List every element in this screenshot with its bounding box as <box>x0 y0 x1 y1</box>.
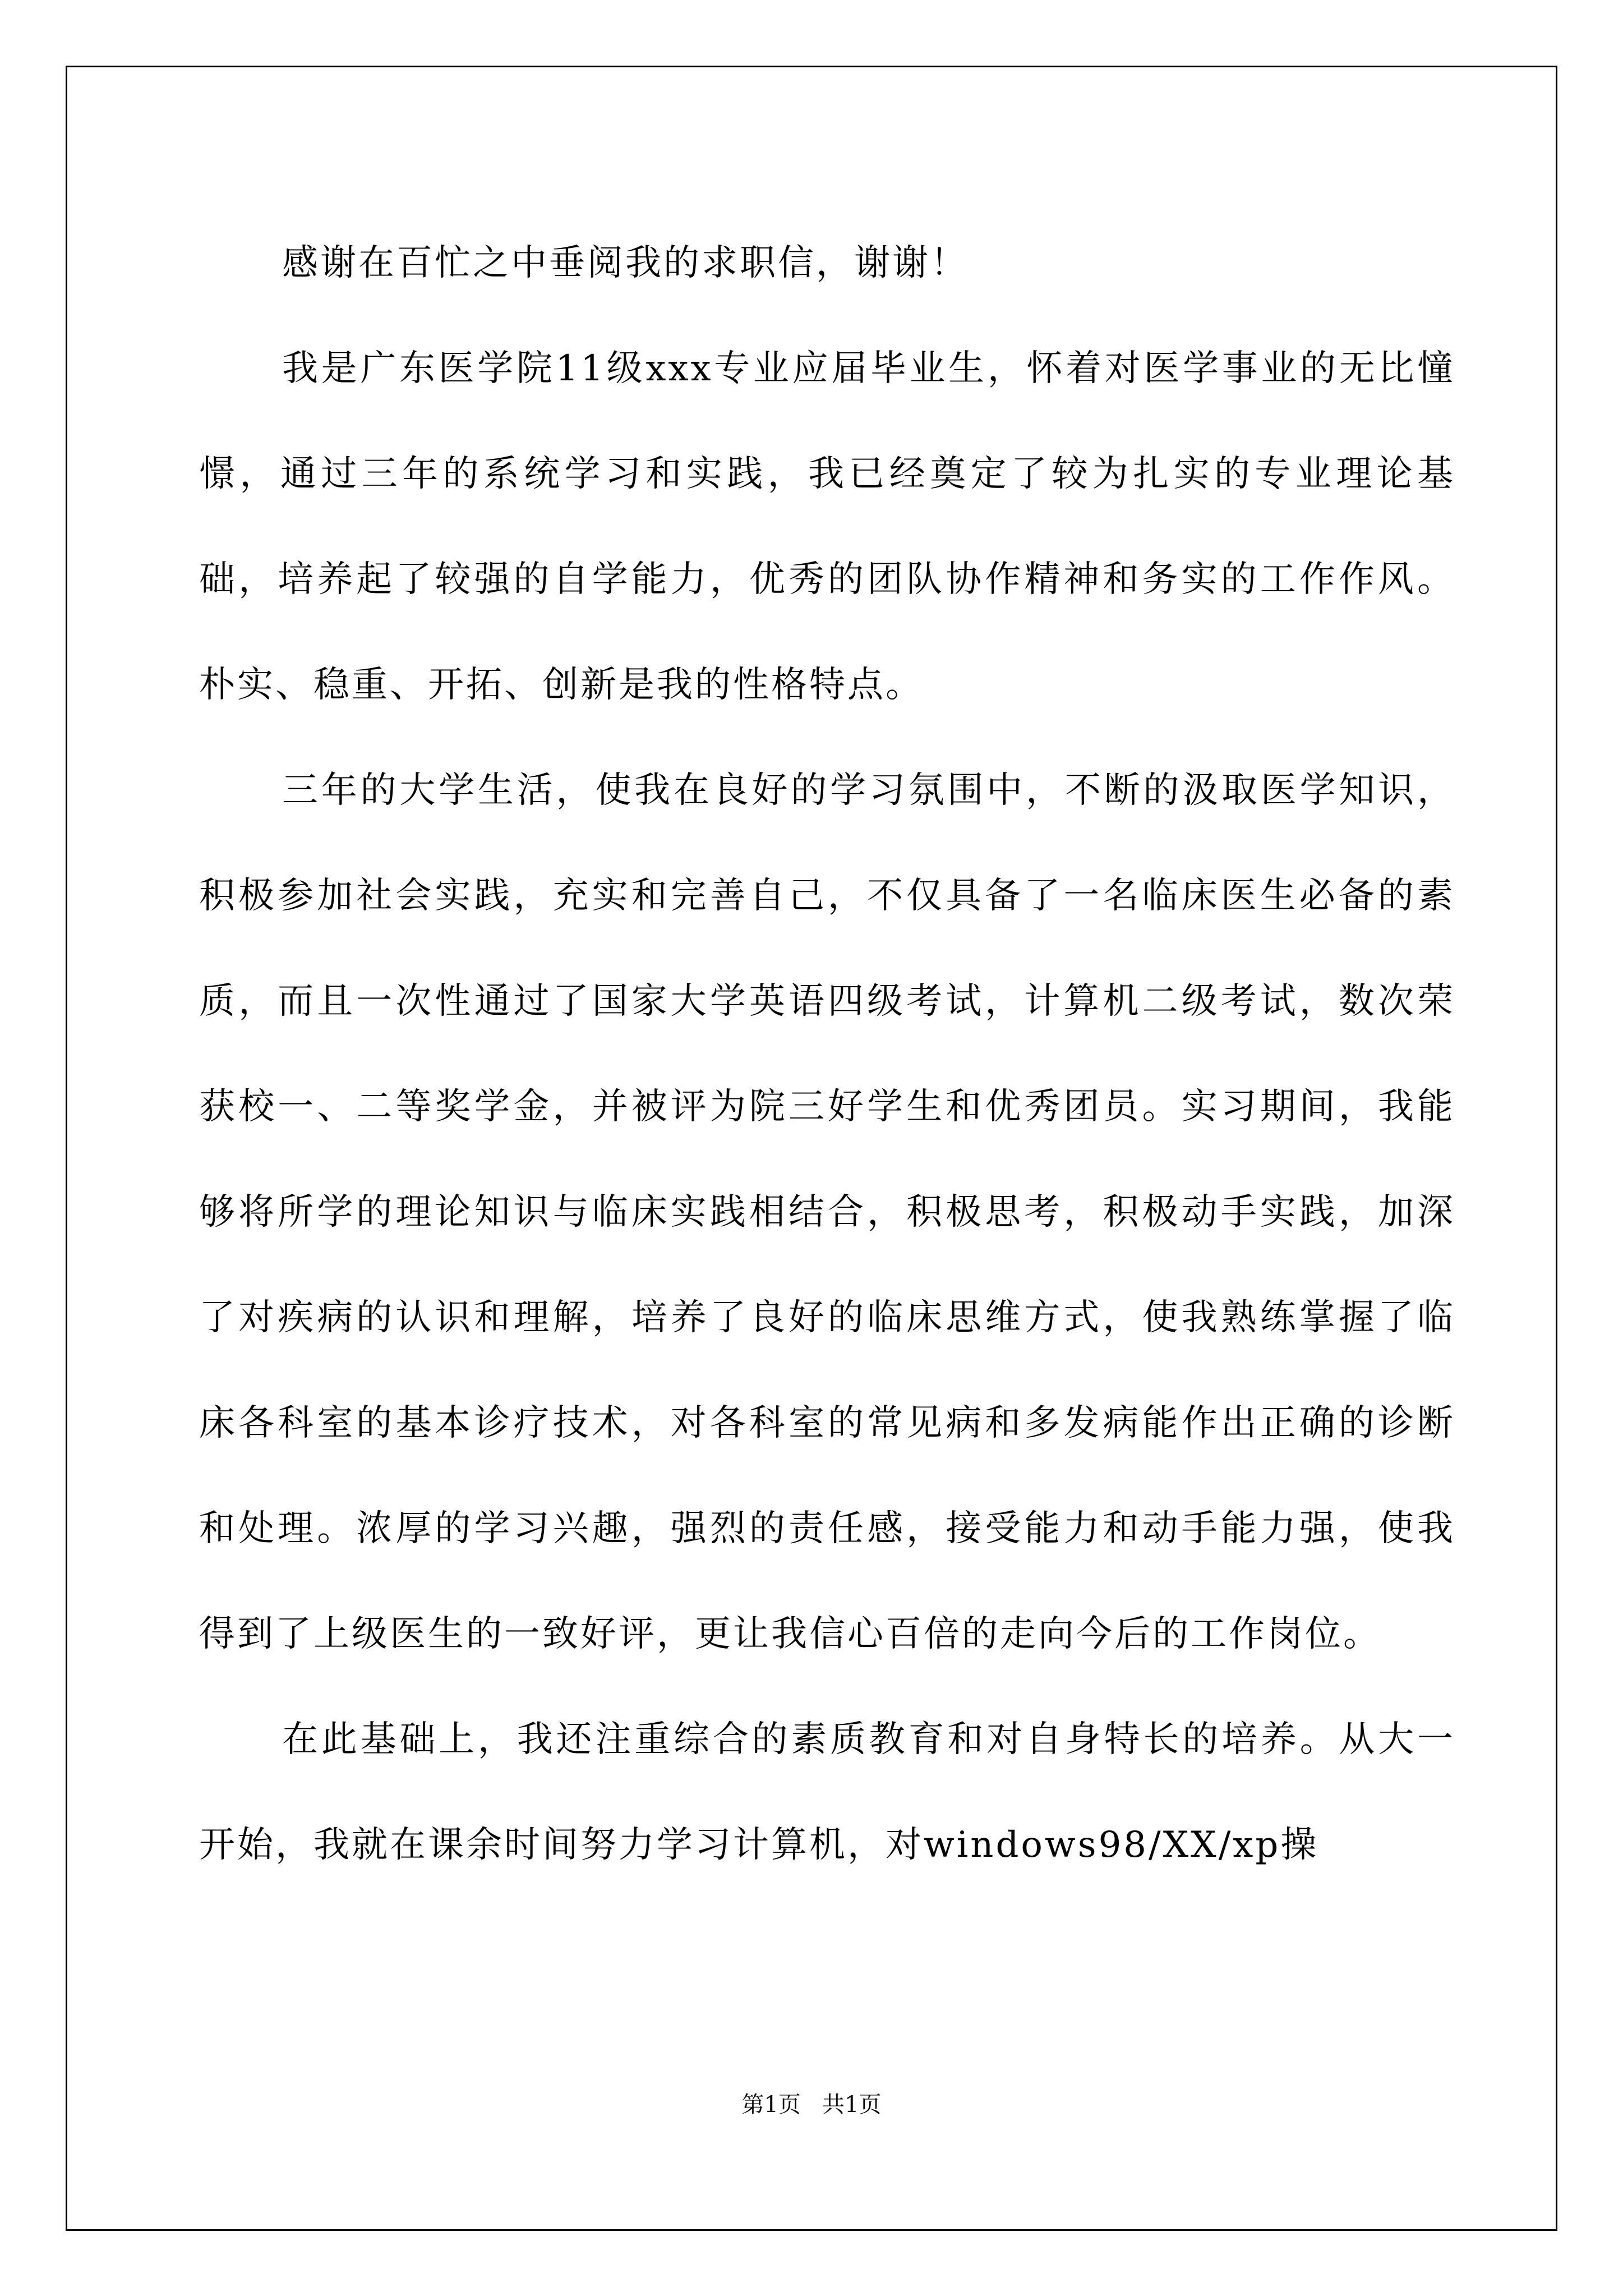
paragraph-skills: 在此基础上，我还注重综合的素质教育和对自身特长的培养。从大一开始，我就在课余时间努力学习计算机，对windows98/XX/xp操 <box>199 1719 1455 1866</box>
document-body <box>199 210 1455 1898</box>
page-footer: 第1页 共1页 <box>741 2092 882 2118</box>
paragraph-introduction: 我是广东医学院11级xxx专业应届毕业生，怀着对医学事业的无比憧憬，通过三年的系统学习和实践，我已经奠定了较为扎实的专业理论基础，培养起了较强的自学能力，优秀的团队协作精神和务实的工作作风。朴实、稳重、开拓、创新是我的性格特点。 <box>199 348 1455 706</box>
paragraph-study-experience: 三年的大学生活，使我在良好的学习氛围中，不断的汲取医学知识，积极参加社会实践，充实和完善自己，不仅具备了一名临床医生必备的素质，而且一次性通过了国家大学英语四级考试，计算机二级考试，数次荣获校一、二等奖学金，并被评为院三好学生和优秀团员。实习期间，我能够将所学的理论知识与临床实践相结合，积极思考，积极动手实践，加深了对疾病的认识和理解，培养了良好的临床思维方式，使我熟练掌握了临床各科室的基本诊疗技术，对各科室的常见病和多发病能作出正确的诊断和处理。浓厚的学习兴趣，强烈的责任感，接受能力和动手能力强，使我得到了上级医生的一致好评，更让我信心百倍的走向今后的工作岗位。 <box>199 770 1455 1655</box>
paragraph-greeting: 感谢在百忙之中垂阅我的求职信，谢谢！ <box>282 242 969 284</box>
